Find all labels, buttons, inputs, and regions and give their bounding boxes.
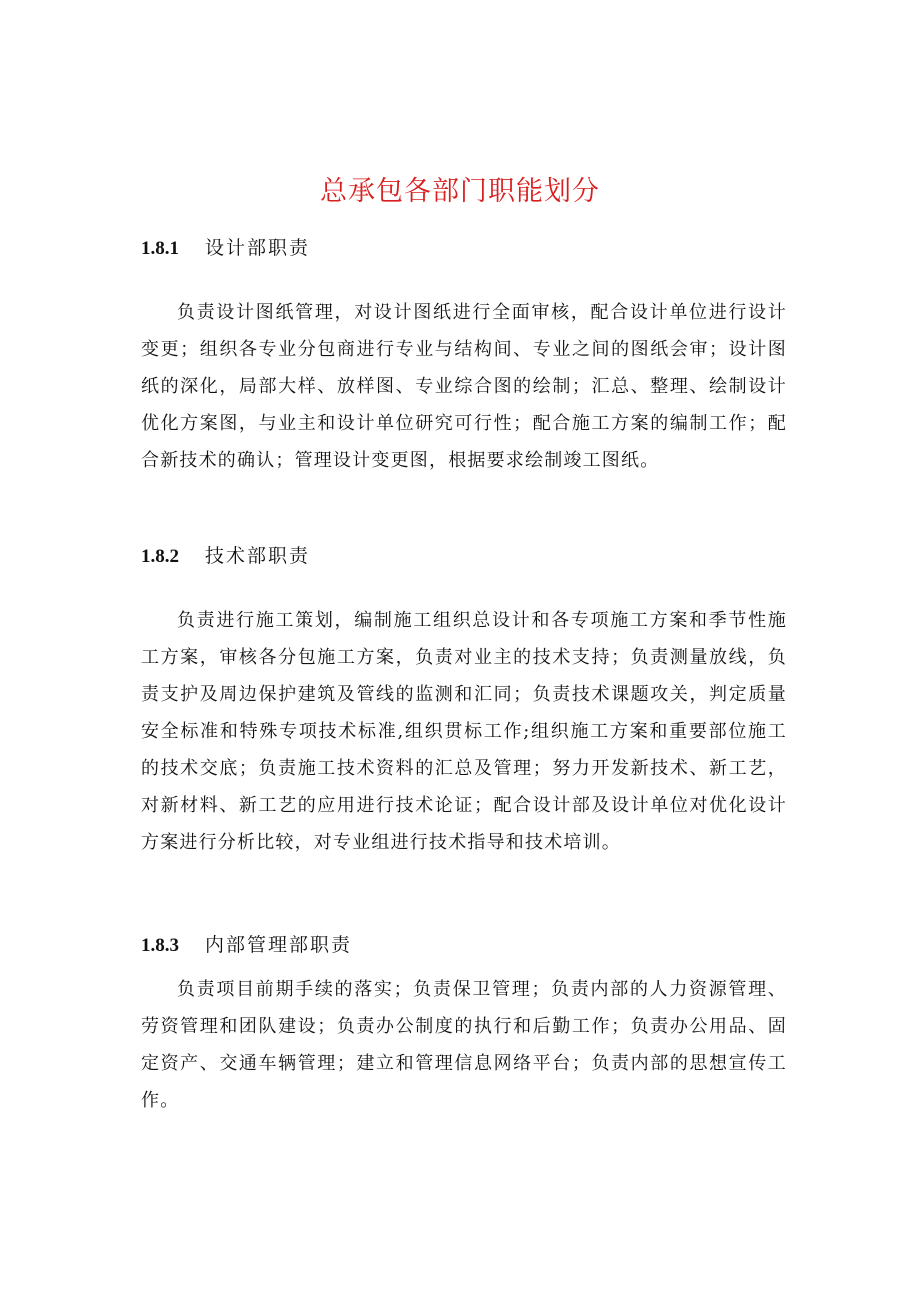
page-title: 总承包各部门职能划分	[320, 176, 600, 208]
section-body-design: 负责设计图纸管理，对设计图纸进行全面审核，配合设计单位进行设计变更；组织各专业分包商进行专业与结构间、专业之间的图纸会审；设计图纸的深化，局部大样、放样图、专业综合图的绘制；汇总、整理、绘制设计优化方案图，与业主和设计单位研究可行性；配合施工方案的编制工作；配合新技术的确认；管理设计变更图，根据要求绘制竣工图纸。	[141, 302, 787, 471]
section-body-internal-management: 负责项目前期手续的落实；负责保卫管理；负责内部的人力资源管理、劳资管理和团队建设；负责办公制度的执行和后勤工作；负责办公用品、固定资产、交通车辆管理；建立和管理信息网络平台；负责内部的思想宣传工作。	[141, 979, 787, 1111]
section-number: 1.8.2	[141, 546, 179, 567]
section-heading-technical	[141, 541, 310, 568]
section-heading-design	[141, 233, 310, 260]
section-title: 技术部职责	[205, 545, 311, 567]
section-number: 1.8.3	[141, 935, 179, 956]
section-body-technical: 负责进行施工策划，编制施工组织总设计和各专项施工方案和季节性施工方案，审核各分包施工方案，负责对业主的技术支持；负责测量放线，负责支护及周边保护建筑及管线的监测和汇同；负责技术课题攻关，判定质量安全标准和特殊专项技术标准,组织贯标工作;组织施工方案和重要部位施工的技术交底；负责施工技术资料的汇总及管理；努力开发新技术、新工艺，对新材料、新工艺的应用进行技术论证；配合设计部及设计单位对优化设计方案进行分析比较，对专业组进行技术指导和技术培训。	[141, 610, 787, 853]
section-heading-internal-management	[141, 930, 352, 957]
section-number: 1.8.1	[141, 238, 179, 259]
section-title: 内部管理部职责	[205, 934, 353, 956]
section-title: 设计部职责	[205, 237, 311, 259]
